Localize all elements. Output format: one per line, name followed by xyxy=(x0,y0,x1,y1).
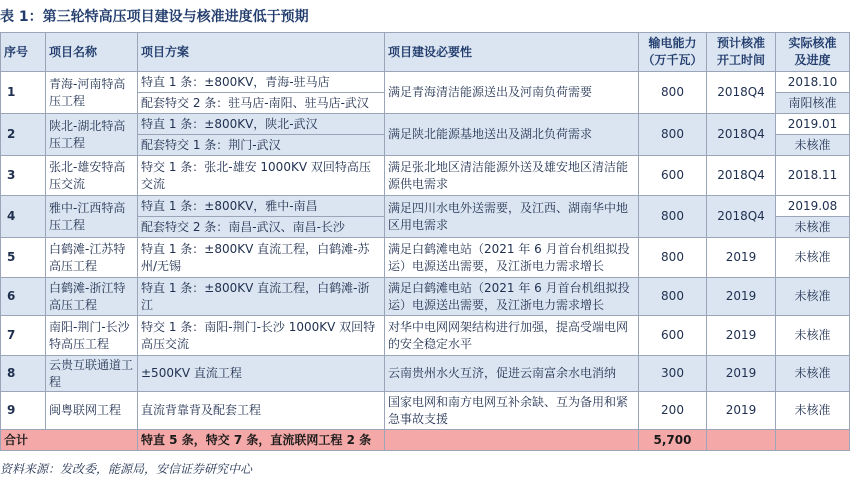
header-start: 预计核准 开工时间 xyxy=(707,33,776,72)
row-plan: 特交 1 条：南阳-荆门-长沙 1000KV 双回特高压交流 xyxy=(138,316,385,356)
table-row xyxy=(1,114,850,156)
row-no: 8 xyxy=(1,356,46,392)
row-start: 2018Q4 xyxy=(707,156,776,196)
row-plan-line: 特直 1 条：±800KV，青海-驻马店 xyxy=(141,75,330,89)
row-name: 云贵互联通道工程 xyxy=(46,356,138,392)
row-plan-line: 配套特交 2 条：南昌-武汉、南昌-长沙 xyxy=(138,216,384,237)
row-actual xyxy=(776,72,850,114)
row-no: 3 xyxy=(1,156,46,196)
row-no: 5 xyxy=(1,238,46,278)
row-start: 2018Q4 xyxy=(707,114,776,156)
row-capacity: 600 xyxy=(639,156,707,196)
row-name: 白鹤滩-浙江特高压工程 xyxy=(46,278,138,316)
row-necessity: 满足青海清洁能源送出及河南负荷需要 xyxy=(385,72,639,114)
row-necessity: 满足白鹤滩电站（2021 年 6 月首台机组拟投运）电源送出需要，及江浙电力需求增长 xyxy=(385,278,639,316)
row-no: 2 xyxy=(1,114,46,156)
row-plan: 直流背靠背及配套工程 xyxy=(138,392,385,430)
row-start: 2019 xyxy=(707,356,776,392)
row-plan xyxy=(138,72,385,114)
table-row xyxy=(1,196,850,238)
row-plan xyxy=(138,196,385,238)
row-start: 2018Q4 xyxy=(707,72,776,114)
row-plan: ±500KV 直流工程 xyxy=(138,356,385,392)
project-table xyxy=(0,32,850,451)
row-capacity: 800 xyxy=(639,278,707,316)
table-row xyxy=(1,238,850,278)
row-name: 雅中-江西特高压工程 xyxy=(46,196,138,238)
total-row xyxy=(1,430,850,451)
row-necessity: 云南贵州水火互济，促进云南富余水电消纳 xyxy=(385,356,639,392)
row-capacity: 800 xyxy=(639,238,707,278)
row-actual-status: 未核准 xyxy=(776,134,849,155)
header-no: 序号 xyxy=(1,33,46,72)
table-row xyxy=(1,356,850,392)
header-name: 项目名称 xyxy=(46,33,138,72)
row-name: 闽粤联网工程 xyxy=(46,392,138,430)
row-actual: 2018.11 xyxy=(776,156,850,196)
row-plan-line: 配套特交 1 条：荆门-武汉 xyxy=(138,134,384,155)
total-actual xyxy=(776,430,850,451)
row-actual: 未核准 xyxy=(776,278,850,316)
row-necessity: 满足陕北能源基地送出及湖北负荷需求 xyxy=(385,114,639,156)
row-actual: 未核准 xyxy=(776,238,850,278)
table-row xyxy=(1,316,850,356)
row-plan xyxy=(138,114,385,156)
row-capacity: 200 xyxy=(639,392,707,430)
row-actual: 未核准 xyxy=(776,356,850,392)
row-start: 2019 xyxy=(707,316,776,356)
table-row xyxy=(1,156,850,196)
row-plan: 特交 1 条：张北-雄安 1000KV 双回特高压交流 xyxy=(138,156,385,196)
total-necessity xyxy=(385,430,639,451)
row-plan-line: 特直 1 条：±800KV，陕北-武汉 xyxy=(141,117,318,131)
header-actual: 实际核准 及进度 xyxy=(776,33,850,72)
row-no: 1 xyxy=(1,72,46,114)
row-plan: 特直 1 条：±800KV 直流工程，白鹤滩-苏州/无锡 xyxy=(138,238,385,278)
row-actual: 未核准 xyxy=(776,316,850,356)
row-capacity: 600 xyxy=(639,316,707,356)
row-start: 2019 xyxy=(707,278,776,316)
row-actual xyxy=(776,196,850,238)
row-name: 白鹤滩-江苏特高压工程 xyxy=(46,238,138,278)
row-no: 4 xyxy=(1,196,46,238)
total-label: 合计 xyxy=(1,430,138,451)
row-necessity: 满足白鹤滩电站（2021 年 6 月首台机组拟投运）电源送出需要，及江浙电力需求增长 xyxy=(385,238,639,278)
source-note: 资料来源：发改委，能源局，安信证券研究中心 xyxy=(0,462,253,476)
row-start: 2019 xyxy=(707,238,776,278)
row-necessity: 对华中电网网架结构进行加强，提高受端电网的安全稳定水平 xyxy=(385,316,639,356)
row-plan-line: 特直 1 条：±800KV，雅中-南昌 xyxy=(141,199,318,213)
header-row xyxy=(1,33,850,72)
row-no: 9 xyxy=(1,392,46,430)
row-actual: 未核准 xyxy=(776,392,850,430)
row-necessity: 国家电网和南方电网互补余缺、互为备用和紧急事故支援 xyxy=(385,392,639,430)
table-row xyxy=(1,278,850,316)
row-actual-status: 未核准 xyxy=(776,216,849,237)
row-actual-date: 2019.08 xyxy=(776,196,849,216)
row-actual-date: 2018.10 xyxy=(776,72,849,92)
table-row xyxy=(1,392,850,430)
row-name: 南阳-荆门-长沙特高压工程 xyxy=(46,316,138,356)
row-start: 2018Q4 xyxy=(707,196,776,238)
header-plan: 项目方案 xyxy=(138,33,385,72)
total-start xyxy=(707,430,776,451)
row-plan: 特直 1 条：±800KV 直流工程，白鹤滩-浙江 xyxy=(138,278,385,316)
row-capacity: 800 xyxy=(639,72,707,114)
row-name: 青海-河南特高压工程 xyxy=(46,72,138,114)
row-name: 陕北-湖北特高压工程 xyxy=(46,114,138,156)
row-start: 2019 xyxy=(707,392,776,430)
row-necessity: 满足张北地区清洁能源外送及雄安地区清洁能源供电需求 xyxy=(385,156,639,196)
header-capacity: 输电能力 （万千瓦） xyxy=(639,33,707,72)
total-capacity: 5,700 xyxy=(639,430,707,451)
row-capacity: 800 xyxy=(639,196,707,238)
row-plan-line: 配套特交 2 条：驻马店-南阳、驻马店-武汉 xyxy=(138,92,384,113)
total-plan: 特直 5 条，特交 7 条，直流联网工程 2 条 xyxy=(138,430,385,451)
row-necessity: 满足四川水电外送需要，及江西、湖南华中地区用电需求 xyxy=(385,196,639,238)
row-no: 6 xyxy=(1,278,46,316)
table-title: 表 1：第三轮特高压项目建设与核准进度低于预期 xyxy=(0,9,309,25)
table-row xyxy=(1,72,850,114)
row-actual-date: 2019.01 xyxy=(776,114,849,134)
row-capacity: 300 xyxy=(639,356,707,392)
row-actual xyxy=(776,114,850,156)
header-necessity: 项目建设必要性 xyxy=(385,33,639,72)
row-name: 张北-雄安特高压交流 xyxy=(46,156,138,196)
row-actual-status: 南阳核准 xyxy=(776,92,849,113)
row-capacity: 800 xyxy=(639,114,707,156)
row-no: 7 xyxy=(1,316,46,356)
